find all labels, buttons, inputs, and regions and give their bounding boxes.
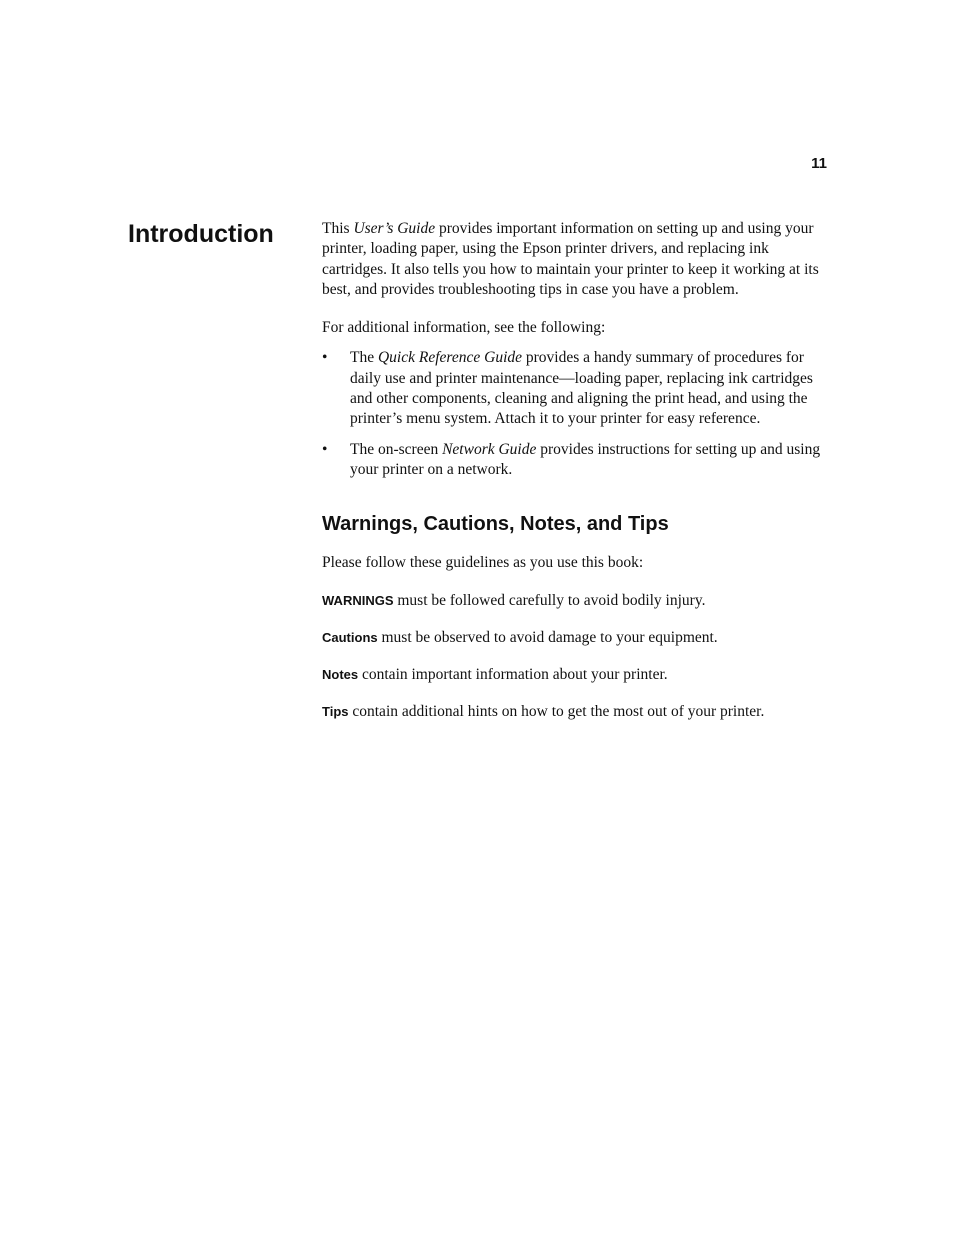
main-content — [322, 219, 832, 740]
bullet-text-pre: The on-screen — [350, 440, 443, 458]
guideline-term: Notes — [322, 667, 359, 683]
guideline-tips — [322, 702, 832, 722]
section-intro: Please follow these guidelines as you use this book: — [322, 554, 644, 572]
guideline-text: contain important information about your printer. — [358, 666, 668, 684]
additional-info-lead-in: For additional information, see the following: — [322, 319, 606, 337]
page-number: 11 — [811, 155, 827, 172]
guideline-warnings — [322, 591, 832, 611]
guideline-text: contain additional hints on how to get the most out of your printer. — [348, 703, 765, 721]
network-guide-title: Network Guide — [442, 440, 537, 458]
guideline-notes — [322, 665, 832, 685]
guideline-term: WARNINGS — [322, 592, 394, 608]
bullet-list — [322, 348, 832, 480]
bullet-icon: • — [322, 440, 328, 458]
users-guide-title: User’s Guide — [353, 220, 436, 237]
section-title: Warnings, Cautions, Notes, and Tips — [322, 513, 669, 536]
bullet-text-post: provides instructions for setting up and using your printer on a network. — [350, 440, 821, 478]
list-item-network-guide — [322, 440, 832, 481]
guideline-term: Cautions — [322, 629, 378, 645]
quick-reference-guide-title: Quick Reference Guide — [377, 349, 523, 367]
guideline-text: must be followed carefully to avoid bodily injury. — [393, 591, 706, 609]
guideline-text: must be observed to avoid damage to your equipment. — [377, 628, 718, 646]
chapter-title: Introduction — [128, 220, 274, 248]
bullet-icon: • — [322, 349, 328, 367]
intro-text-post: provides important information on setting up and using your printer, loading paper, using the Epson printer drivers, and replacing ink cartridges. It also tells you how to maintain your printer to keep it working at its best, and provides troubleshooting tips in case you have a problem. — [322, 220, 819, 298]
guideline-cautions — [322, 628, 832, 648]
list-item-quick-reference — [322, 348, 832, 429]
guideline-term: Tips — [322, 704, 349, 720]
bullet-text-post: provides a handy summary of procedures for daily use and printer maintenance—loading paper, replacing ink cartridges and other components, cleaning and aligning the print head, and using the printer’s menu system. Attach it to your printer for easy reference. — [350, 349, 813, 428]
bullet-text-pre: The — [350, 349, 378, 367]
intro-paragraph — [322, 219, 832, 300]
intro-text-pre: This — [322, 220, 354, 237]
